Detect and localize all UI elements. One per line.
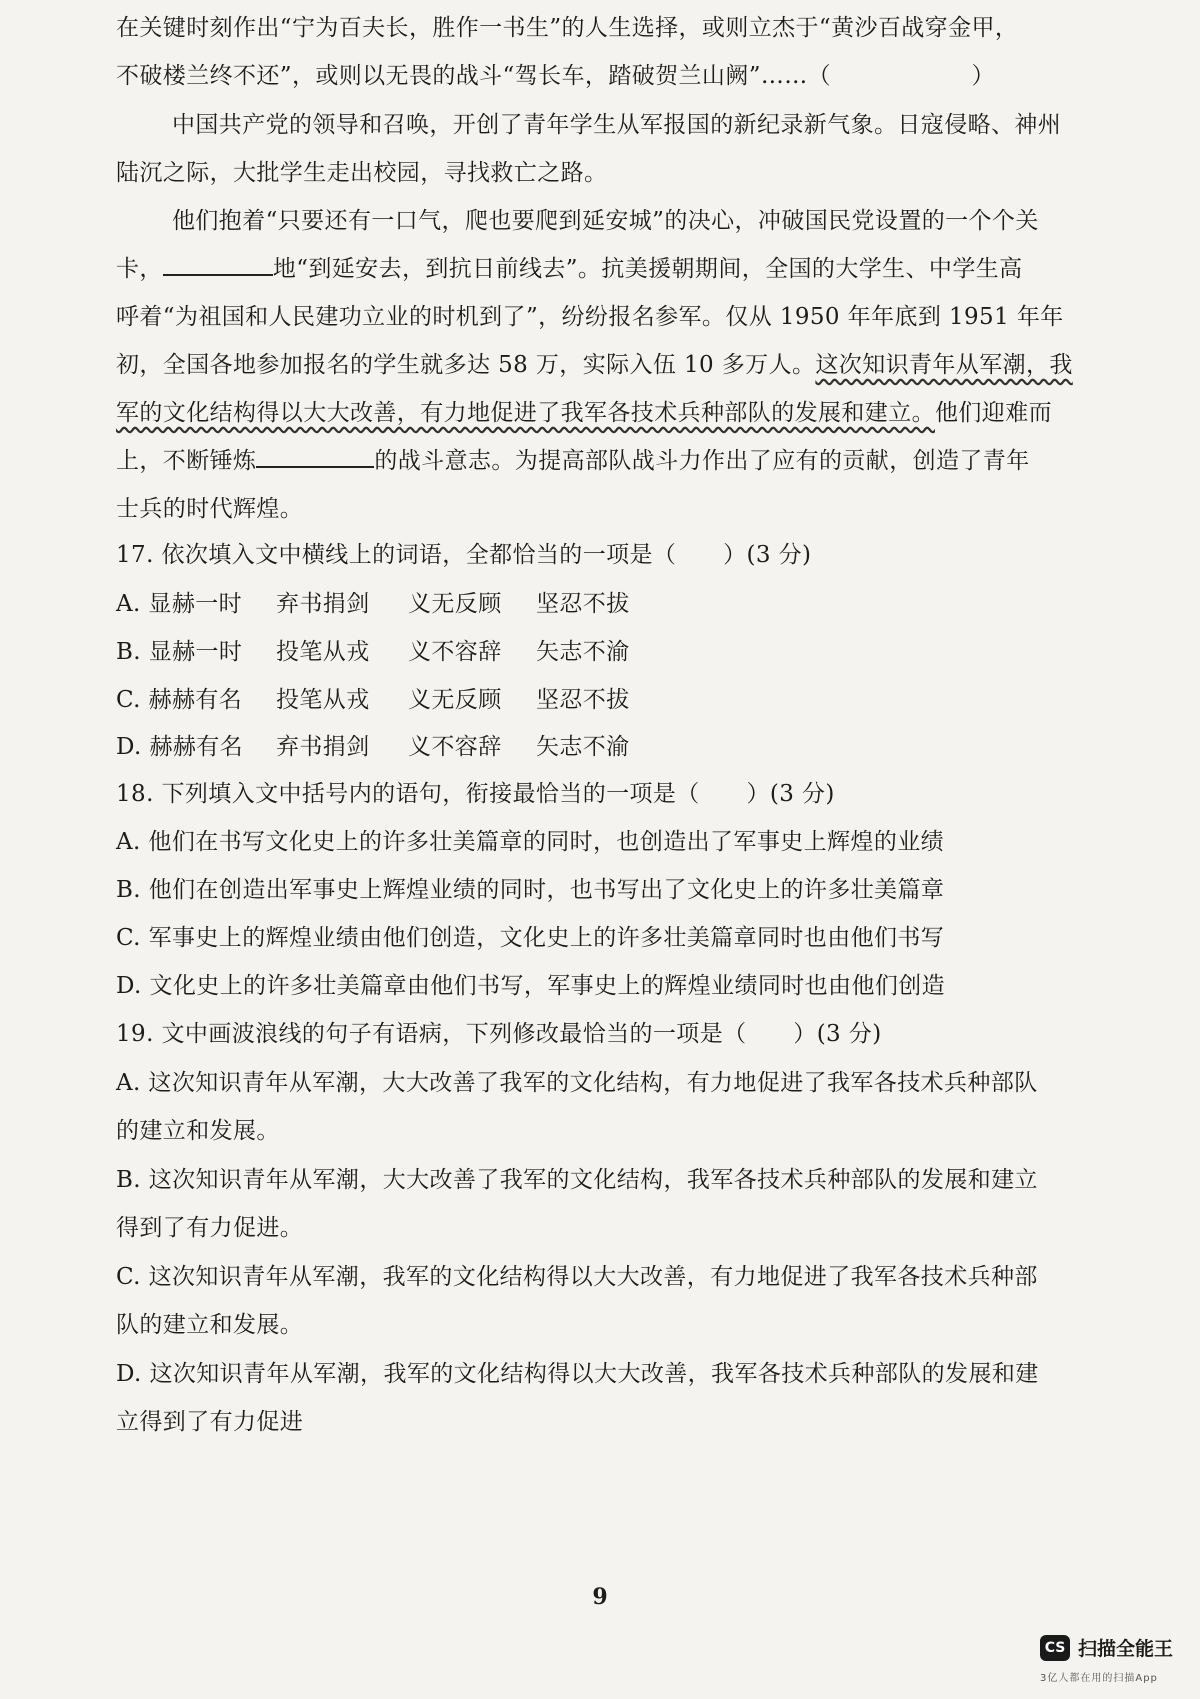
question-19-option[interactable]: D. 这次知识青年从军潮，我军的文化结构得以大大改善，我军各技术兵种部队的发展和建 [116,1361,1039,1387]
fill-blank [256,446,374,468]
question-18-option[interactable]: D. 文化史上的许多壮美篇章由他们书写，军事史上的辉煌业绩同时也由他们创造 [116,973,946,999]
camscanner-logo-icon: CS [1040,1635,1070,1661]
wavy-underlined-sentence: 这次知识青年从军潮，我 [815,352,1073,378]
passage-line [116,445,1066,477]
passage-text: 的战斗意志。为提高部队战斗力作出了应有的贡献，创造了青年 [374,448,1030,474]
passage-text: 上，不断锤炼 [116,448,257,474]
scanner-app-name: 扫描全能王 [1078,1638,1174,1660]
question-17-stem: 17. 依次填入文中横线上的词语，全都恰当的一项是（ ）(3 分) [116,542,812,568]
question-19-option[interactable]: A. 这次知识青年从军潮，大大改善了我军的文化结构，有力地促进了我军各技术兵种部队 [116,1070,1038,1096]
passage-line: 他们抱着“只要还有一口气，爬也要爬到延安城”的决心，冲破国民党设置的一个个关 [172,208,1039,234]
question-19-option-cont: 立得到了有力促进 [116,1409,304,1435]
question-19-option[interactable]: B. 这次知识青年从军潮，大大改善了我军的文化结构，我军各技术兵种部队的发展和建立 [116,1167,1038,1193]
passage-line: 不破楼兰终不还”，或则以无畏的战斗“驾长车，踏破贺兰山阙”……（ ） [116,63,995,89]
passage-text: 卡， [116,256,163,282]
passage-line: 在关键时刻作出“宁为百夫长，胜作一书生”的人生选择，或则立杰于“黄沙百战穿金甲， [116,15,1019,41]
question-18-stem: 18. 下列填入文中括号内的语句，衔接最恰当的一项是（ ）(3 分) [116,781,835,807]
page-number: 9 [592,1584,608,1610]
passage-line [116,397,1066,429]
question-18-option[interactable]: C. 军事史上的辉煌业绩由他们创造，文化史上的许多壮美篇章同时也由他们书写 [116,925,945,951]
question-18-option[interactable]: B. 他们在创造出军事史上辉煌业绩的同时，也书写出了文化史上的许多壮美篇章 [116,877,945,903]
question-19-option-cont: 队的建立和发展。 [116,1312,304,1338]
question-19-option[interactable]: C. 这次知识青年从军潮，我军的文化结构得以大大改善，有力地促进了我军各技术兵种部 [116,1264,1038,1290]
question-17-option[interactable]: A. 显赫一时 弃书捐剑 义无反顾 坚忍不拔 [116,591,630,617]
question-19-option-cont: 的建立和发展。 [116,1118,280,1144]
wavy-underlined-sentence: 军的文化结构得以大大改善，有力地促进了我军各技术兵种部队的发展和建立。 [116,400,935,426]
question-17-option[interactable]: D. 赫赫有名 弃书捐剑 义不容辞 矢志不渝 [116,734,630,760]
passage-line: 陆沉之际，大批学生走出校园，寻找救亡之路。 [116,160,608,186]
passage-text: 他们迎难而 [935,400,1052,426]
question-17-option[interactable]: B. 显赫一时 投笔从戎 义不容辞 矢志不渝 [116,639,630,665]
passage-line: 呼着“为祖国和人民建功立业的时机到了”，纷纷报名参军。仅从 1950 年年底到 1951 年年 [116,304,1064,330]
passage-text: 初，全国各地参加报名的学生就多达 58 万，实际入伍 10 多万人。 [116,352,816,378]
question-17-option[interactable]: C. 赫赫有名 投笔从戎 义无反顾 坚忍不拔 [116,687,630,713]
passage-line [116,349,1073,381]
question-19-option-cont: 得到了有力促进。 [116,1215,304,1241]
question-19-stem: 19. 文中画波浪线的句子有语病，下列修改最恰当的一项是（ ）(3 分) [116,1021,882,1047]
scanner-tagline: 3亿人都在用的扫描App [1040,1673,1158,1684]
scanner-watermark [1040,1634,1173,1661]
passage-text: 地“到延安去，到抗日前线去”。抗美援朝期间，全国的大学生、中学生高 [272,256,1023,282]
fill-blank [163,254,273,276]
question-18-option[interactable]: A. 他们在书写文化史上的许多壮美篇章的同时，也创造出了军事史上辉煌的业绩 [116,829,945,855]
passage-line: 士兵的时代辉煌。 [116,496,304,522]
passage-line: 中国共产党的领导和召唤，开创了青年学生从军报国的新纪录新气象。日寇侵略、神州 [172,112,1062,138]
passage-line [116,253,1066,285]
